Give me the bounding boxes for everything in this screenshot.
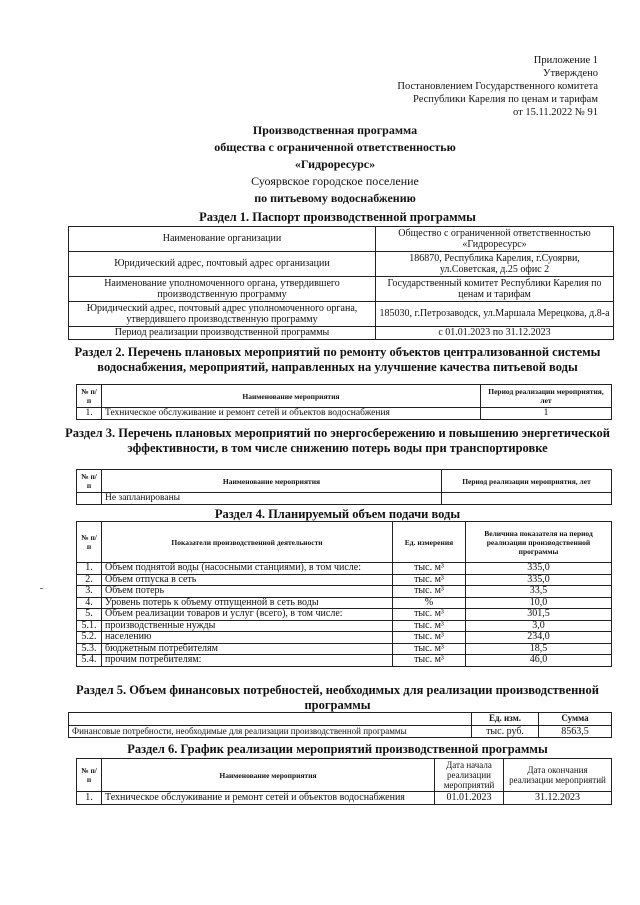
table-cell: Юридический адрес, почтовый адрес уполномоченного органа, утвердившего производственную программу	[69, 302, 376, 327]
financial-needs-table	[68, 712, 612, 738]
table-cell: Государственный комитет Республики Карелия по ценам и тарифам	[376, 277, 614, 302]
section3-title: Раздел 3. Перечень плановых мероприятий по энергосбережению и повышению энергетической эффективности, в том числе снижению потерь воды при транспортировке	[65, 426, 610, 455]
table-cell: 01.01.2023	[435, 792, 504, 805]
column-header: № п/п	[77, 759, 102, 792]
table-cell	[442, 493, 612, 505]
table-cell: тыс. руб.	[472, 725, 539, 738]
table-cell: населению	[102, 632, 393, 644]
table-header-row	[69, 713, 612, 726]
table-cell: 18,5	[466, 643, 612, 655]
table-row	[77, 792, 612, 805]
table-row	[77, 408, 612, 420]
table-cell: Техническое обслуживание и ремонт сетей и объектов водоснабжения	[102, 408, 481, 420]
title-line-2: общества с ограниченной ответственностью	[214, 140, 456, 154]
column-header: № п/п	[77, 470, 102, 493]
table-cell: %	[393, 597, 466, 609]
passport-table	[68, 226, 614, 340]
table-cell: Период реализации производственной программы	[69, 327, 376, 340]
table-cell: 5.3.	[77, 643, 102, 655]
table-cell: 335,0	[466, 563, 612, 575]
table-cell: 1	[481, 408, 612, 420]
table-cell: 5.4.	[77, 655, 102, 667]
table-header-row	[77, 522, 612, 563]
table-cell: Уровень потерь к объему отпущенной в сеть воды	[102, 597, 393, 609]
schedule-table	[76, 758, 612, 805]
title-line-4: Суоярвское городское поселение	[251, 174, 419, 188]
column-header: Наименование мероприятия	[102, 470, 442, 493]
table-cell: 234,0	[466, 632, 612, 644]
column-header: № п/п	[77, 522, 102, 563]
table-cell: тыс. м³	[393, 655, 466, 667]
column-header: Ед. измерения	[393, 522, 466, 563]
table-cell: 185030, г.Петрозаводск, ул.Маршала Мерецкова, д.8-а	[376, 302, 614, 327]
table-cell: 5.	[77, 609, 102, 621]
table-row	[77, 563, 612, 575]
table-cell: 1.	[77, 408, 102, 420]
table-cell: тыс. м³	[393, 643, 466, 655]
table-header-row	[77, 385, 612, 408]
column-header: Сумма	[539, 713, 612, 726]
table-cell: 31.12.2023	[504, 792, 612, 805]
table-cell: тыс. м³	[393, 620, 466, 632]
table-header-row	[77, 470, 612, 493]
table-row	[77, 493, 612, 505]
table-cell: Объем потерь	[102, 586, 393, 598]
table-row	[69, 725, 612, 738]
table-cell: тыс. м³	[393, 609, 466, 621]
table-cell: бюджетным потребителям	[102, 643, 393, 655]
table-row	[69, 302, 614, 327]
table-cell: 4.	[77, 597, 102, 609]
table-cell: Наименование организации	[69, 227, 376, 252]
table-cell: 1.	[77, 563, 102, 575]
table-cell: 5.1.	[77, 620, 102, 632]
table-cell: 335,0	[466, 574, 612, 586]
table-cell: тыс. м³	[393, 574, 466, 586]
table-cell: Юридический адрес, почтовый адрес организации	[69, 252, 376, 277]
table-header-row	[77, 759, 612, 792]
approved-label: Утверждено	[543, 68, 598, 79]
table-cell: Объем поднятой воды (насосными станциями), в том числе:	[102, 563, 393, 575]
table-cell: 186870, Республика Карелия, г.Суоярви, ул.Советская, д.25 офис 2	[376, 252, 614, 277]
table-cell: 5.2.	[77, 632, 102, 644]
table-row	[77, 586, 612, 598]
repair-measures-table	[76, 384, 612, 420]
table-row	[77, 655, 612, 667]
table-cell: 1.	[77, 792, 102, 805]
section6-title: Раздел 6. График реализации мероприятий производственной программы	[127, 742, 548, 756]
table-cell: прочим потребителям:	[102, 655, 393, 667]
table-cell: Объем реализации товаров и услуг (всего), в том числе:	[102, 609, 393, 621]
appendix-label: Приложение 1	[533, 55, 598, 66]
approval-authority-1: Постановлением Государственного комитета	[397, 81, 598, 92]
section1-title: Раздел 1. Паспорт производственной программы	[199, 210, 476, 224]
document-title	[60, 122, 610, 207]
column-header: Величина показателя на период реализации производственной программы	[466, 522, 612, 563]
table-cell: 3.	[77, 586, 102, 598]
section5-title: Раздел 5. Объем финансовых потребностей, необходимых для реализации производственной программы	[76, 683, 599, 712]
title-line-5: по питьевому водоснабжению	[254, 191, 416, 205]
table-cell: тыс. м³	[393, 586, 466, 598]
approval-stamp	[397, 54, 598, 119]
table-cell: Объем отпуска в сеть	[102, 574, 393, 586]
energy-measures-table	[76, 469, 612, 505]
water-supply-table	[76, 521, 612, 667]
table-cell: с 01.01.2023 по 31.12.2023	[376, 327, 614, 340]
table-cell	[69, 713, 472, 726]
column-header: Наименование мероприятия	[102, 385, 481, 408]
title-line-3: «Гидроресурс»	[294, 157, 376, 171]
table-row	[69, 252, 614, 277]
column-header: Дата начала реализации мероприятий	[435, 759, 504, 792]
column-header: Период реализации мероприятия, лет	[442, 470, 612, 493]
table-cell: 301,5	[466, 609, 612, 621]
scan-speck	[40, 588, 43, 589]
table-cell: 8563,5	[539, 725, 612, 738]
table-cell: 33,5	[466, 586, 612, 598]
table-row	[77, 609, 612, 621]
approval-authority-2: Республики Карелия по ценам и тарифам	[413, 94, 598, 105]
column-header: Наименование мероприятия	[102, 759, 435, 792]
table-cell: 10,0	[466, 597, 612, 609]
table-cell: Техническое обслуживание и ремонт сетей и объектов водоснабжения	[102, 792, 435, 805]
table-row	[69, 277, 614, 302]
table-cell: Финансовые потребности, необходимые для реализации производственной программы	[69, 725, 472, 738]
column-header: Период реализации мероприятия, лет	[481, 385, 612, 408]
table-row	[77, 574, 612, 586]
column-header: Ед. изм.	[472, 713, 539, 726]
table-cell	[77, 493, 102, 505]
section4-title: Раздел 4. Планируемый объем подачи воды	[214, 507, 461, 521]
table-cell: 2.	[77, 574, 102, 586]
table-cell: тыс. м³	[393, 632, 466, 644]
table-cell: Не запланированы	[102, 493, 442, 505]
table-cell: тыс. м³	[393, 563, 466, 575]
table-row	[77, 632, 612, 644]
column-header: Показатели производственной деятельности	[102, 522, 393, 563]
title-line-1: Производственная программа	[252, 123, 418, 137]
table-cell: 3,0	[466, 620, 612, 632]
column-header: № п/п	[77, 385, 102, 408]
table-row	[77, 620, 612, 632]
column-header: Дата окончания реализации мероприятий	[504, 759, 612, 792]
table-row	[69, 327, 614, 340]
table-row	[77, 643, 612, 655]
table-row	[77, 597, 612, 609]
table-cell: 46,0	[466, 655, 612, 667]
table-row	[69, 227, 614, 252]
table-cell: Наименование уполномоченного органа, утвердившего производственную программу	[69, 277, 376, 302]
table-cell: Общество с ограниченной ответственностью «Гидроресурс»	[376, 227, 614, 252]
table-cell: производственные нужды	[102, 620, 393, 632]
approval-date: от 15.11.2022 № 91	[513, 107, 598, 118]
section2-title: Раздел 2. Перечень плановых мероприятий по ремонту объектов централизованной системы водоснабжения, мероприятий, направленных на улучшение качества питьевой воды	[74, 345, 601, 374]
